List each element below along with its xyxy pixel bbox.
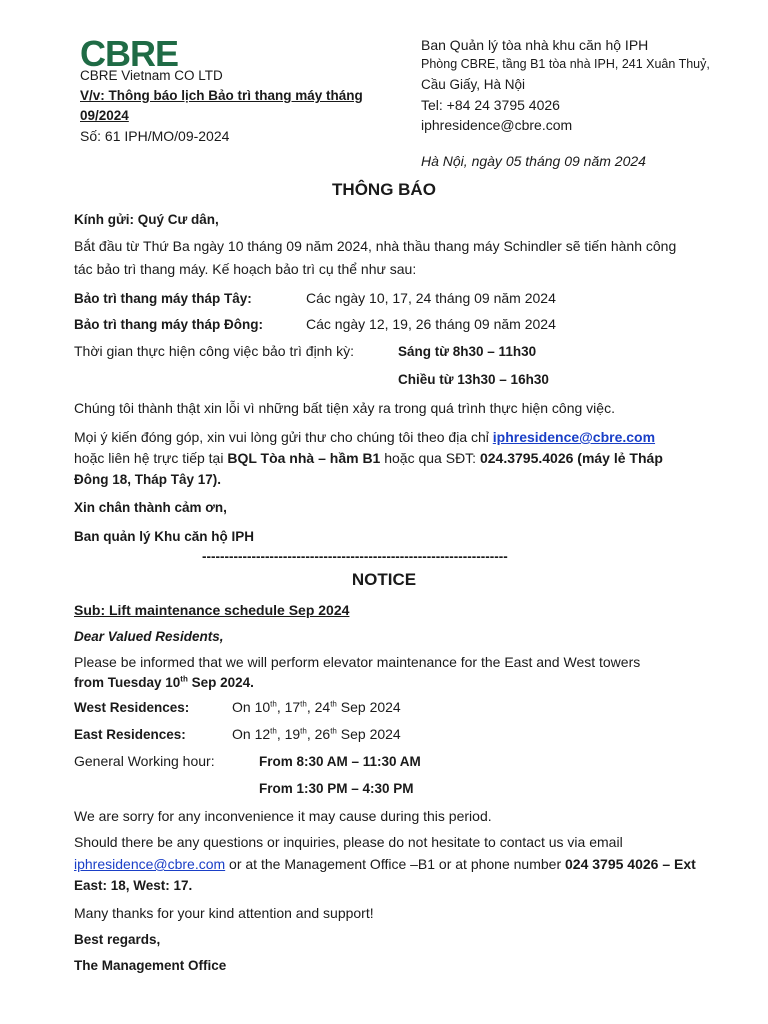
date-line: Hà Nội, ngày 05 tháng 09 năm 2024: [421, 153, 646, 169]
section-separator: --------------------------------------------------------------------: [202, 549, 508, 564]
en-east-date-3: , 26: [306, 726, 331, 742]
vi-time-label: Thời gian thực hiện công việc bảo trì định kỳ:: [74, 343, 355, 359]
vi-west-label: Bảo trì thang máy tháp Tây:: [74, 291, 252, 306]
en-title: NOTICE: [351, 570, 417, 589]
cbre-logo: CBRE: [80, 33, 179, 74]
en-west-date-2: , 17: [276, 699, 301, 715]
en-subject: Sub: Lift maintenance schedule Sep 2024: [74, 602, 350, 618]
vi-greeting: Kính gửi: Quý Cư dân,: [74, 212, 219, 227]
en-intro-line-1: Please be informed that we will perform elevator maintenance for the East and West towers: [74, 654, 641, 670]
en-contact-ext: East: 18, West: 17.: [74, 878, 193, 893]
en-intro-line-2: [74, 675, 254, 690]
en-east-dates: [232, 726, 401, 742]
en-west-date-3: , 24: [306, 699, 331, 715]
vi-time-morning: Sáng từ 8h30 – 11h30: [398, 344, 537, 359]
vi-contact-line-2: [74, 450, 663, 466]
vi-contact-mid-1: hoặc liên hệ trực tiếp tại: [74, 450, 228, 466]
office-name: Ban Quản lý tòa nhà khu căn hộ IPH: [421, 37, 649, 53]
en-contact-mid: or at the Management Office –B1 or at phone number: [225, 856, 566, 872]
sup-th: th: [330, 726, 337, 736]
subject-line-2: 09/2024: [80, 108, 129, 123]
vi-contact-paragraph: [74, 427, 702, 448]
en-hours-label: General Working hour:: [74, 753, 215, 769]
en-west-dates: [232, 699, 401, 715]
en-west-tail: Sep 2024: [336, 699, 401, 715]
en-contact-phone: 024 3795 4026 – Ext: [565, 856, 696, 872]
en-east-label: East Residences:: [74, 727, 186, 742]
vi-contact-mid-2: hoặc qua SĐT:: [380, 450, 480, 466]
telephone: Tel: +84 24 3795 4026: [421, 97, 560, 113]
vi-contact-pre: Mọi ý kiến đóng góp, xin vui lòng gửi thư cho chúng tôi theo địa chỉ: [74, 429, 493, 445]
en-contact-line-1: Should there be any questions or inquiries, please do not hesitate to contact us via email: [74, 834, 623, 850]
subject-line-1: V/v: Thông báo lịch Bảo trì thang máy tháng: [80, 88, 363, 103]
en-east-tail: Sep 2024: [336, 726, 401, 742]
en-thanks: Many thanks for your kind attention and support!: [74, 905, 374, 921]
vi-contact-phone: 024.3795.4026 (máy lẻ Tháp: [479, 450, 663, 466]
vi-time-afternoon: Chiều từ 13h30 – 16h30: [398, 372, 549, 387]
en-signature: The Management Office: [74, 958, 227, 973]
en-east-date-2: , 19: [276, 726, 301, 742]
vi-apology: Chúng tôi thành thật xin lỗi vì những bất tiện xảy ra trong quá trình thực hiện công việc.: [74, 400, 615, 416]
sup-th: th: [300, 726, 307, 736]
vi-intro-line-1: Bắt đầu từ Thứ Ba ngày 10 tháng 09 năm 2024, nhà thầu thang máy Schindler sẽ tiến hành công: [74, 238, 677, 254]
reference-number: Số: 61 IPH/MO/09-2024: [80, 128, 230, 144]
en-contact-line-2: [74, 856, 696, 872]
vi-thanks: Xin chân thành cảm ơn,: [74, 500, 227, 515]
en-intro-sup: th: [180, 674, 188, 684]
sup-th: th: [300, 699, 307, 709]
en-apology: We are sorry for any inconvenience it may cause during this period.: [74, 808, 492, 824]
en-hours-afternoon: From 1:30 PM – 4:30 PM: [259, 781, 414, 796]
en-intro-end: Sep 2024.: [187, 675, 254, 690]
vi-intro-line-2: tác bảo trì thang máy. Kế hoạch bảo trì cụ thể như sau:: [74, 261, 417, 277]
sup-th: th: [330, 699, 337, 709]
vi-contact-email-link[interactable]: iphresidence@cbre.com: [492, 429, 656, 445]
vi-title: THÔNG BÁO: [332, 180, 436, 199]
vi-contact-office: BQL Tòa nhà – hầm B1: [227, 450, 381, 466]
header-email: iphresidence@cbre.com: [421, 117, 573, 133]
en-hours-morning: From 8:30 AM – 11:30 AM: [259, 754, 421, 769]
en-contact-email-link[interactable]: iphresidence@cbre.com: [74, 856, 226, 872]
vi-contact-phone-2: Đông 18, Tháp Tây 17).: [74, 472, 222, 487]
sup-th: th: [270, 726, 277, 736]
address-line-2: Cầu Giấy, Hà Nội: [421, 77, 526, 92]
en-east-date-1: On 12: [232, 726, 271, 742]
sup-th: th: [270, 699, 277, 709]
vi-east-dates: Các ngày 12, 19, 26 tháng 09 năm 2024: [306, 316, 556, 332]
en-west-date-1: On 10: [232, 699, 271, 715]
vi-signature: Ban quản lý Khu căn hộ IPH: [74, 529, 255, 544]
en-intro-from: from Tuesday 10: [74, 675, 181, 690]
en-greeting: Dear Valued Residents,: [74, 629, 224, 644]
company-name: CBRE Vietnam CO LTD: [80, 68, 223, 83]
en-west-label: West Residences:: [74, 700, 190, 715]
en-regards: Best regards,: [74, 932, 161, 947]
vi-west-dates: Các ngày 10, 17, 24 tháng 09 năm 2024: [306, 290, 556, 306]
vi-east-label: Bảo trì thang máy tháp Đông:: [74, 317, 263, 332]
address-line-1: Phòng CBRE, tầng B1 tòa nhà IPH, 241 Xuân Thuỷ,: [421, 57, 710, 71]
